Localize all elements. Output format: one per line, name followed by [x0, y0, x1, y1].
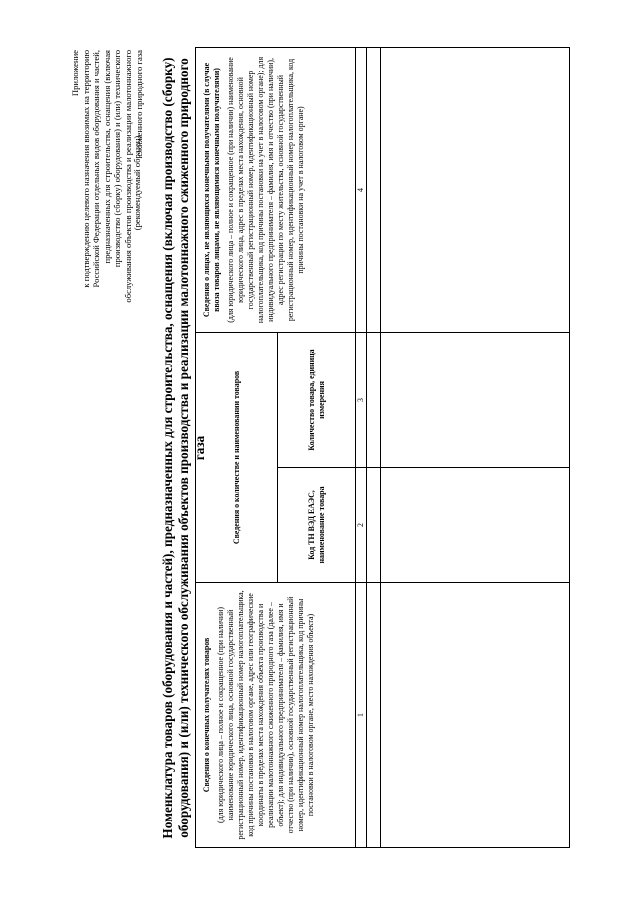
goods-group-heading: Сведения о количестве и наименовании товаров	[231, 370, 241, 545]
table-cell	[367, 47, 381, 332]
appendix-title: Приложение	[70, 50, 80, 97]
appendix-line: предназначенных для строительства, оснащения (включая	[101, 50, 112, 264]
table-cell	[381, 332, 570, 467]
header-goods-group	[196, 332, 278, 582]
table-cell	[381, 47, 570, 332]
appendix-line: производство (сборку) оборудования) и (или) технического	[112, 50, 123, 268]
rotated-document	[70, 48, 570, 848]
final-recipients-heading: Сведения о конечных получателях товаров	[202, 637, 211, 793]
header-final-recipients	[196, 583, 356, 848]
table-cell	[367, 468, 381, 583]
appendix-line: сжиженного природного газа	[133, 50, 144, 157]
appendix-line: обслуживания объектов производства и реализации малотоннажного	[122, 50, 133, 303]
column-number: 2	[356, 468, 367, 583]
table-cell	[367, 332, 381, 467]
table-cell	[381, 583, 570, 848]
table-cell	[381, 468, 570, 583]
other-persons-heading: Сведения о лицах, не являющихся конечными получателями (в случае ввоза товаров лицами, не являющимися конечными получателями)	[202, 62, 221, 318]
recommended-form-note: (рекомендуемый образец)	[132, 135, 142, 231]
document-title: Номенклатура товаров (оборудования и частей), предназначенных для строительства, оснащения (включая производство (сборку) оборудования) и (или) технического обслуживания объектов производства и реализации малотоннажного сжиженного природного газа	[160, 57, 207, 839]
appendix-line: Российской Федерации отдельных видов оборудования и частей,	[91, 50, 102, 288]
nomenclature-table	[195, 47, 570, 848]
header-hs-code: Код ТН ВЭД ЕАЭС, наименование товара	[278, 468, 356, 583]
other-persons-description: (для юридического лица – полное и сокращенное (при наличии) наименование юридического лица, адрес в пределах места нахождения, основной государственный регистрационный номер, идентификационный номер налогоплательщика, код причины постановки на учет в налоговом органе); для индивидуального предпринимателя – фамилия, имя и отчество (при наличии), адрес регистрации по месту жительства, основной государственный регистрационный номер, идентификационный номер налогоплательщика, код причины постановки на учет в налоговом органе)	[226, 56, 305, 324]
header-other-persons	[196, 47, 356, 332]
header-quantity: Количество товара, единица измерения	[278, 332, 356, 467]
column-number: 3	[356, 332, 367, 467]
appendix-line: к подтверждению целевого назначения ввозимых на территорию	[80, 50, 91, 288]
column-number: 1	[356, 583, 367, 848]
final-recipients-description: (для юридического лица – полное и сокращенное (при наличии) наименование юридического лица, основной государственный регистрационный номер, идентификационный номер налогоплательщика, код причины постановки в налоговом органе, адрес или географические координаты в пределах места нахождения объекта производства и реализации малотоннажного сжиженного природного газа (далее – объект); для индивидуального предпринимателя – фамилия, имя и отчество (при наличии), основной государственный регистрационный номер, идентификационный номер налогоплательщика, код причины постановки в налоговом органе, место нахождения объекта)	[216, 590, 315, 840]
table-cell	[367, 583, 381, 848]
column-number: 4	[356, 47, 367, 332]
